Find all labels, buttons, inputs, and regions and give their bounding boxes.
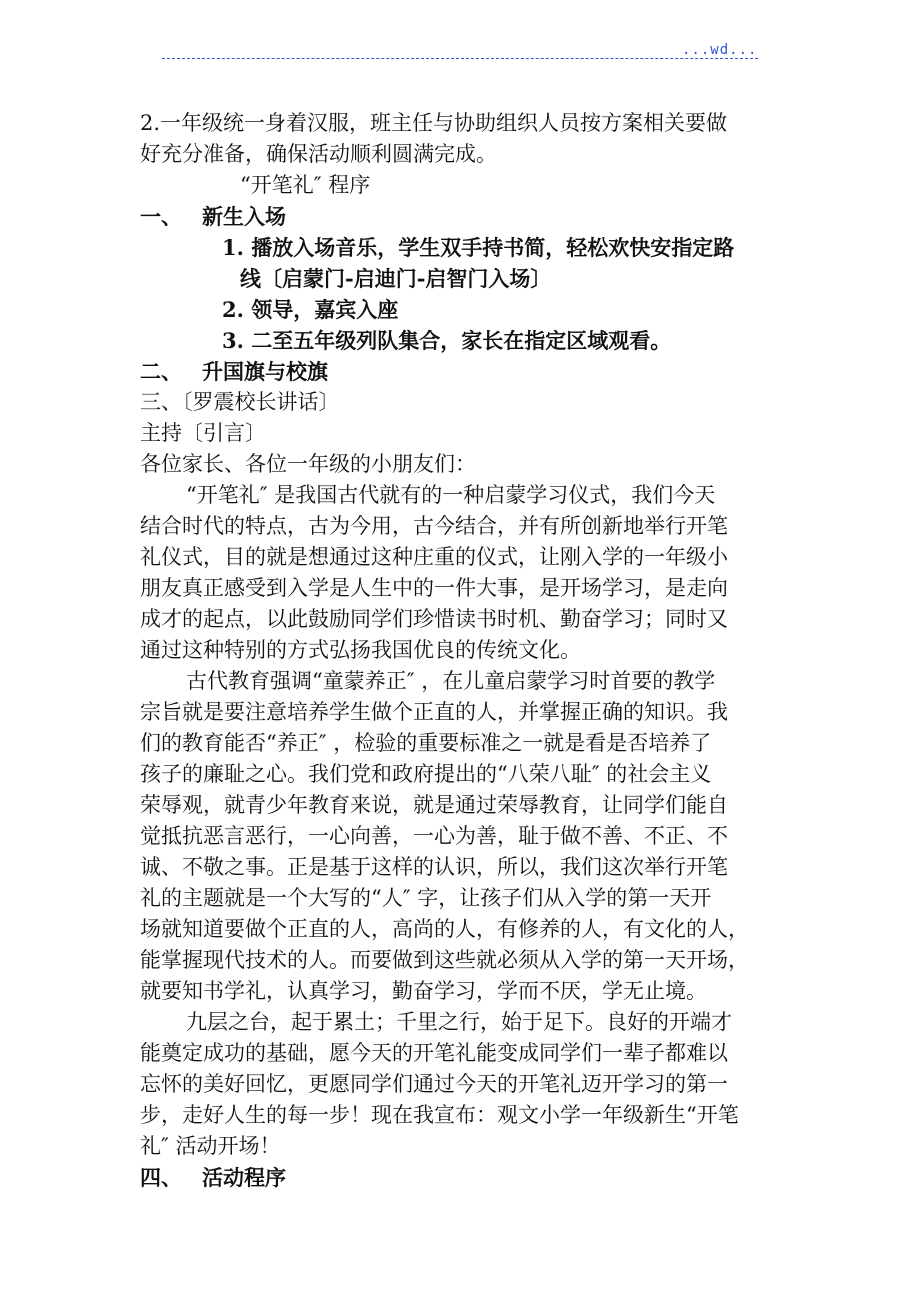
text-line: 能奠定成功的基础，愿今天的开笔礼能变成同学们一辈子都难以 [140,1041,728,1065]
text-line: 主持〔引言〕 [140,421,266,445]
text-line: 们的教育能否“养正″ ，检验的重要标准之一就是看是否培养了 [140,731,712,755]
text-line: 三、〔罗震校长讲话〕 [140,390,340,414]
text-line: 3. 二至五年级列队集合，家长在指定区域观看。 [222,328,672,353]
text-line: 就要知书学礼，认真学习，勤奋学习，学而不厌，学无止境。 [140,979,707,1003]
text-line: 成才的起点，以此鼓励同学们珍惜读书时机、勤奋学习；同时又 [140,607,728,631]
text-line: 诚、不敬之事。正是基于这样的认识，所以，我们这次举行开笔 [140,855,728,879]
section-heading: 新生入场 [202,204,286,229]
text-line: “开笔礼″ 程序 [240,173,371,197]
text-line: 古代教育强调“童蒙养正″ ，在儿童启蒙学习时首要的教学 [186,669,716,693]
text-line: 荣辱观，就青少年教育来说，就是通过荣辱教育，让同学们能自 [140,793,728,817]
section-number: 四、 [140,1165,182,1190]
text-line: 朋友真正感受到入学是人生中的一件大事，是开场学习，是走向 [140,576,728,600]
header-dashed-rule [162,58,758,59]
text-line: 宗旨就是要注意培养学生做个正直的人，并掌握正确的知识。我 [140,700,728,724]
section-number: 二、 [140,359,182,384]
text-line [140,1162,790,1193]
text-line: 2. 领导，嘉宾入座 [222,297,399,322]
text-line: 能掌握现代技术的人。而要做到这些就必须从入学的第一天开场， [140,948,749,972]
section-heading: 活动程序 [202,1165,286,1190]
text-line: 觉抵抗恶言恶行，一心向善，一心为善，耻于做不善、不正、不 [140,824,728,848]
section-heading: 升国旗与校旗 [202,359,328,384]
text-line: 结合时代的特点，古为今用，古今结合，并有所创新地举行开笔 [140,514,728,538]
text-line: 通过这种特别的方式弘扬我国优良的传统文化。 [140,638,581,662]
text-line: 场就知道要做个正直的人，高尚的人，有修养的人，有文化的人， [140,917,749,941]
text-line: “开笔礼″ 是我国古代就有的一种启蒙学习仪式，我们今天 [186,483,716,507]
text-line: 步，走好人生的每一步！现在我宣布：观文小学一年级新生“开笔 [140,1103,739,1127]
text-line: 1. 播放入场音乐，学生双手持书简，轻松欢快安指定路 [222,235,735,260]
header-mark: ...wd... [682,42,758,58]
text-line: 孩子的廉耻之心。我们党和政府提出的“八荣八耻″ 的社会主义 [140,762,712,786]
text-line: 好充分准备，确保活动顺利圆满完成。 [140,142,497,166]
text-line: 2.一年级统一身着汉服，班主任与协助组织人员按方案相关要做 [140,111,728,135]
section-number: 一、 [140,204,182,229]
text-line: 九层之台，起于累土；千里之行，始于足下。良好的开端才 [186,1010,732,1034]
text-line [140,356,790,387]
text-line: 礼″ 活动开场！ [140,1134,281,1158]
text-line: 各位家长、各位一年级的小朋友们： [140,452,476,476]
text-line [140,201,790,232]
text-line: 线〔启蒙门-启迪门-启智门入场〕 [240,266,552,291]
text-line: 忘怀的美好回忆，更愿同学们通过今天的开笔礼迈开学习的第一 [140,1072,728,1096]
text-line: 礼仪式，目的就是想通过这种庄重的仪式，让刚入学的一年级小 [140,545,728,569]
document-body [140,108,790,1193]
text-line: 礼的主题就是一个大写的“人″ 字，让孩子们从入学的第一天开 [140,886,712,910]
